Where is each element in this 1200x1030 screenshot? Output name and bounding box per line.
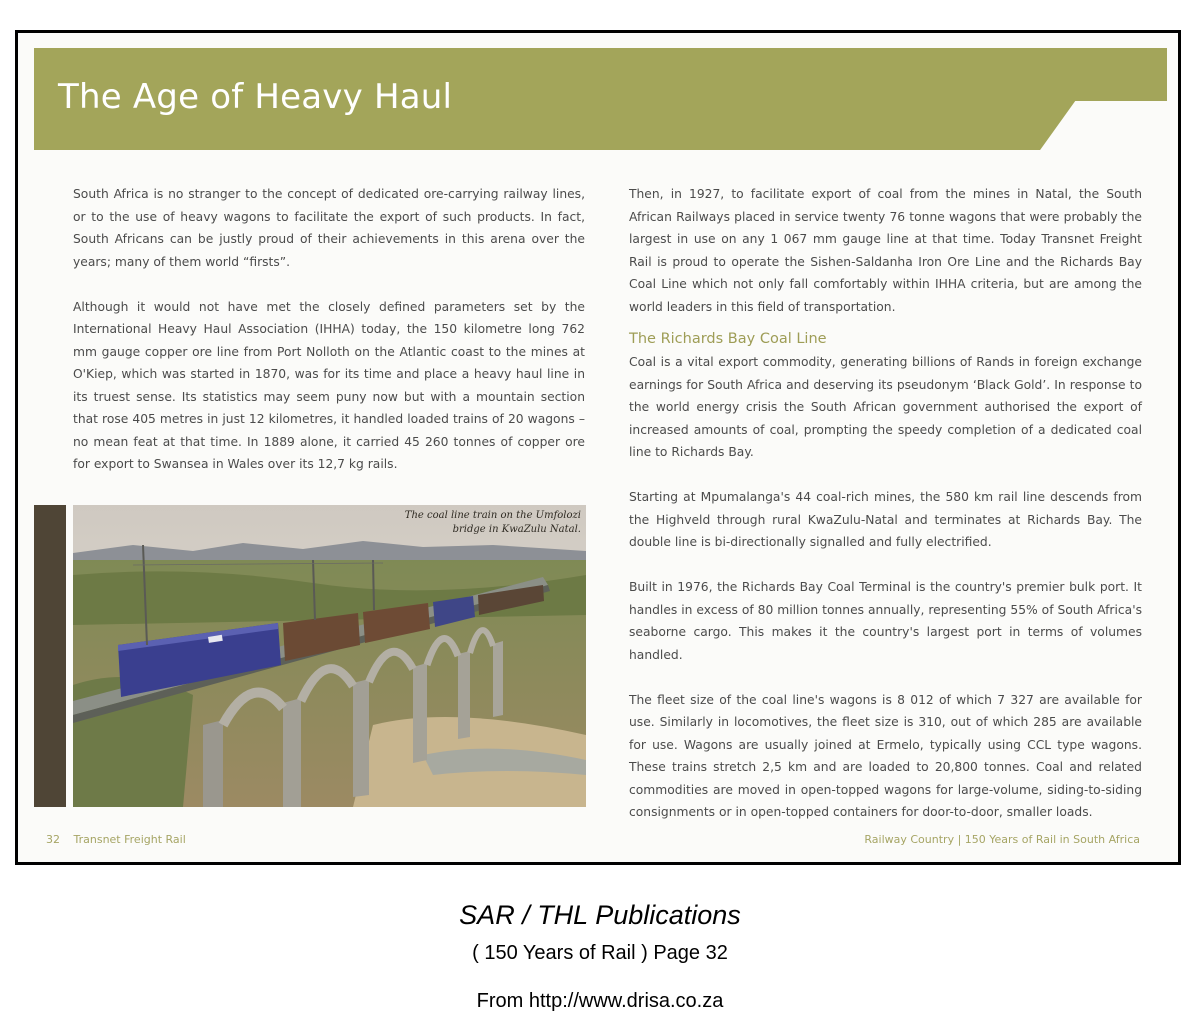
- right-column: [629, 183, 1142, 846]
- publication-subtitle: ( 150 Years of Rail ) Page 32: [472, 942, 728, 964]
- bridge-train-illustration: [73, 505, 586, 807]
- footer-right: Railway Country | 150 Years of Rail in South Africa: [864, 833, 1140, 846]
- left-column: [73, 183, 585, 498]
- photo-caption: The coal line train on the Umfolozi bridge in KwaZulu Natal.: [404, 510, 581, 535]
- publisher-name: Transnet Freight Rail: [73, 833, 186, 846]
- source-url: From http://www.drisa.co.za: [476, 990, 724, 1012]
- paragraph: Coal is a vital export commodity, generating billions of Rands in foreign exchange earnings for South Africa and deserving its pseudonym ‘Black Gold’. In response to the world energy crisis the South African government authorised the export of increased amounts of coal, prompting the speedy completion of a dedicated coal line to Richards Bay.: [629, 355, 1142, 459]
- paragraph: Starting at Mpumalanga's 44 coal-rich mines, the 580 km rail line descends from the Highveld through rural KwaZulu-Natal and terminates at Richards Bay. The double line is bi-directionally signalled and fully electrified.: [629, 490, 1142, 549]
- scanned-page: [15, 30, 1181, 865]
- page-number: 32: [46, 833, 60, 846]
- paragraph: Although it would not have met the closely defined parameters set by the International Heavy Haul Association (IHHA) today, the 150 kilometre long 762 mm gauge copper ore line from Port Nolloth on the Atlantic coast to the mines at O'Kiep, which was started in 1870, was for its time and place a heavy haul line in its truest sense. Its statistics may seem puny now but with a mountain section that rose 405 metres in just 12 kilometres, it handled loaded trains of 20 wagons – no mean feat at that time. In 1889 alone, it carried 45 260 tonnes of copper ore for export to Swansea in Wales over its 12,7 kg rails.: [73, 299, 585, 471]
- decorative-bar: [34, 505, 66, 807]
- publication-title: SAR / THL Publications: [459, 900, 741, 930]
- page-title: The Age of Heavy Haul: [58, 77, 453, 117]
- paragraph: South Africa is no stranger to the concept of dedicated ore-carrying railway lines, or to the use of heavy wagons to facilitate the export of such products. In fact, South Africans can be justly proud of their achievements in this arena over the years; many of them world “firsts”.: [73, 187, 585, 269]
- section-heading: The Richards Bay Coal Line: [629, 331, 827, 347]
- paragraph: The fleet size of the coal line's wagons is 8 012 of which 7 327 are available for use. Similarly in locomotives, the fleet size is 310, out of which 285 are available for use. Wagons are usually joined at Ermelo, typically using CCL type wagons. These trains stretch 2,5 km and are loaded to 20,800 tonnes. Coal and related commodities are moved in open-topped wagons for large-volume, siding-to-siding consignments or in open-topped containers for door-to-door, smaller loads.: [629, 692, 1142, 819]
- paragraph: Then, in 1927, to facilitate export of coal from the mines in Natal, the South African Railways placed in service twenty 76 tonne wagons that were probably the largest in use on any 1 067 mm gauge line at that time. Today Transnet Freight Rail is proud to operate the Sishen-Saldanha Iron Ore Line and the Richards Bay Coal Line which not only fall comfortably within IHHA criteria, but are among the world leaders in this field of transportation.: [629, 187, 1142, 314]
- paragraph: Built in 1976, the Richards Bay Coal Terminal is the country's premier bulk port. It handles in excess of 80 million tonnes annually, representing 55% of South Africa's seaborne cargo. This makes it the country's largest port in terms of volumes handled.: [629, 580, 1142, 662]
- bridge-train-photo: [73, 505, 586, 807]
- footer-left: [46, 833, 186, 846]
